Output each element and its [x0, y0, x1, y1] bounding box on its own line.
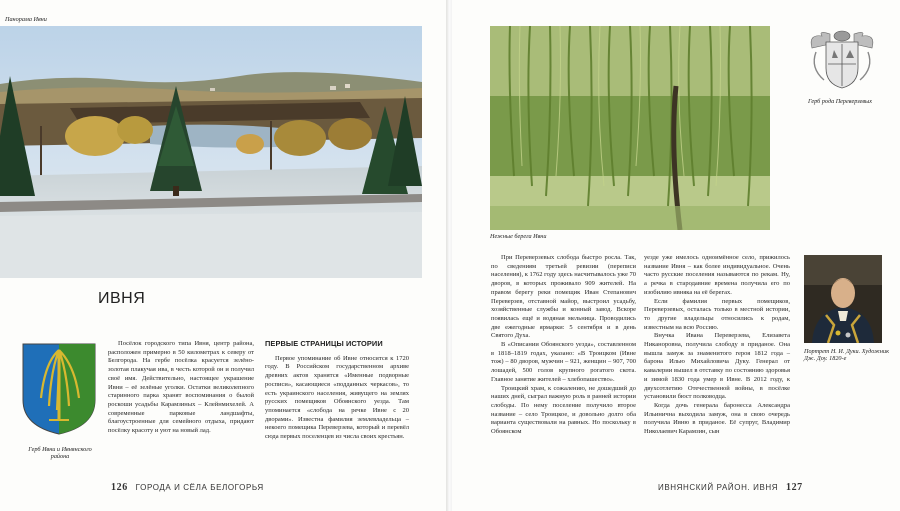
text-paragraph: Когда дочь генерала баронесса Александра Ильинична выходила замуж, она в свою очередь получила Ивню в приданое. Её супруг, Владимир Николаевич Карамзин, сын	[644, 401, 790, 436]
panorama-caption: Панорама Ивни	[5, 16, 47, 23]
text-paragraph: уезде уже имелось одноимённое село, прижилось название Ивня – как более индивидуальное. Очень часто русские поселения называются по рекам. Ну, а речка в стародавние времена получила его по изобилию ивняка на её берегах.	[644, 254, 790, 296]
ivnya-coat-of-arms	[19, 340, 99, 436]
history-paragraph: Первое упоминание об Ивне относится к 1720 году. В Российском государственном архиве древних актов хранятся «Именные подворные росписи», касающиеся «подданных черкасов», то есть украинского населения, живущего на землях русских помещиков Обоянского уезда. Там упоминается «слобода на речке Ивне с 20 дворами». Известна фамилия землевладельца – некоего помещика Переверзева, который и перевёл сюда первых поселенцев из числа своих крестьян.	[265, 354, 409, 441]
history-column	[265, 340, 409, 442]
portrait-illustration	[804, 255, 882, 343]
willow-shield-icon	[19, 340, 99, 436]
page-number-left: 126	[111, 482, 128, 493]
left-page	[0, 0, 448, 511]
running-title-right: ИВНЯНСКИЙ РАЙОН. ИВНЯ	[658, 483, 779, 492]
pereverzev-coat-of-arms	[806, 28, 878, 92]
running-title-left: ГОРОДА И СЁЛА БЕЛОГОРЬЯ	[135, 483, 264, 492]
right-footer	[658, 482, 808, 493]
history-heading: ПЕРВЫЕ СТРАНИЦЫ ИСТОРИИ	[265, 339, 383, 348]
heraldic-shield-icon	[806, 28, 878, 92]
text-paragraph: В «Описании Обоянского уезда», составленном в 1818–1819 годах, указано: «В Троицком (Ивне тож) – 80 дворов, мужчин – 921, женщин – 907, 700 лошадей, 500 голов крупного рогатого скота. Главное занятие жителей – хлебопашество».	[491, 341, 636, 383]
text-paragraph: Внучка Ивана Переверзева, Елизавета Никаноровна, получила слободу в приданое. Она вышла замуж за знаменитого героя 1812 года – барона Илью Михайловича Дуку. Генерал от кавалерии вышел в отставку по состоянию здоровья и зимой 1830 года умер в Ивне. В 2012 году, к двухсотлетию Отечественной войны, в посёлке установили бюст полководца.	[644, 332, 790, 401]
portrait-caption: Портрет Н. И. Дуки. Художник Дж. Доу. 1820-е	[804, 348, 889, 363]
right-page	[452, 0, 900, 511]
panorama-photo	[0, 26, 422, 278]
willow-caption: Нежные берега Ивни	[490, 233, 547, 240]
right-column-1	[491, 254, 636, 437]
right-column-2	[644, 254, 790, 437]
text-paragraph: Если фамилия первых помещиков, Переверзевых, осталась только в местной истории, то другие владельцы относились к родам, известным на всю Россию.	[644, 297, 790, 331]
coa-caption: Герб Ивни и Ивнянского района	[28, 446, 92, 461]
willow-illustration	[490, 26, 770, 230]
left-footer	[106, 482, 264, 493]
willow-photo	[490, 26, 770, 230]
page-title: ИВНЯ	[98, 290, 146, 307]
page-number-right: 127	[785, 482, 803, 493]
panorama-illustration	[0, 26, 422, 278]
intro-column	[108, 340, 254, 436]
intro-paragraph: Посёлок городского типа Ивня, центр района, расположен примерно в 50 километрах к северу от Белгорода. На гербе посёлка красуется зелёно-золотая плакучая ива, в честь которой он и получил своё имя. Действительно, настоящее украшение Ивни – её зелёные уголки. Остатки великолепного старинного парка хранят воспоминания о былой роскоши усадьбы Карамзиных – Клейнмихелей. А современные парковые ландшафты, благоустроенные для семейного отдыха, придают посёлку красоту и уют на новый лад.	[108, 340, 254, 435]
family-coa-caption: Герб рода Переверзевых	[808, 98, 872, 105]
text-paragraph: При Переверзевых слобода быстро росла. Так, по сведениям третьей ревизии (переписи населения), к 1762 году здесь насчитывалось уже 70 дворов, в которых проживало 909 жителей. На правом берегу реки помещик Иван Степанович Переверзев, отставной майор, выстроил усадьбу, хозяйственные службы и конный завод. Вскоре появилась ещё и водяная мельница. Проводились две ежегодные ярмарки: 5 сентября и в день Святого Духа.	[491, 254, 636, 340]
duka-portrait	[804, 255, 882, 343]
text-paragraph: Троицкий храм, к сожалению, не дошедший до наших дней, сыграл важную роль в ранней истории слободы. По нему поселение получило второе название – село Троицкое, и довольно долго оба варианта существовали на равных. Но поскольку в Обоянском	[491, 384, 636, 436]
